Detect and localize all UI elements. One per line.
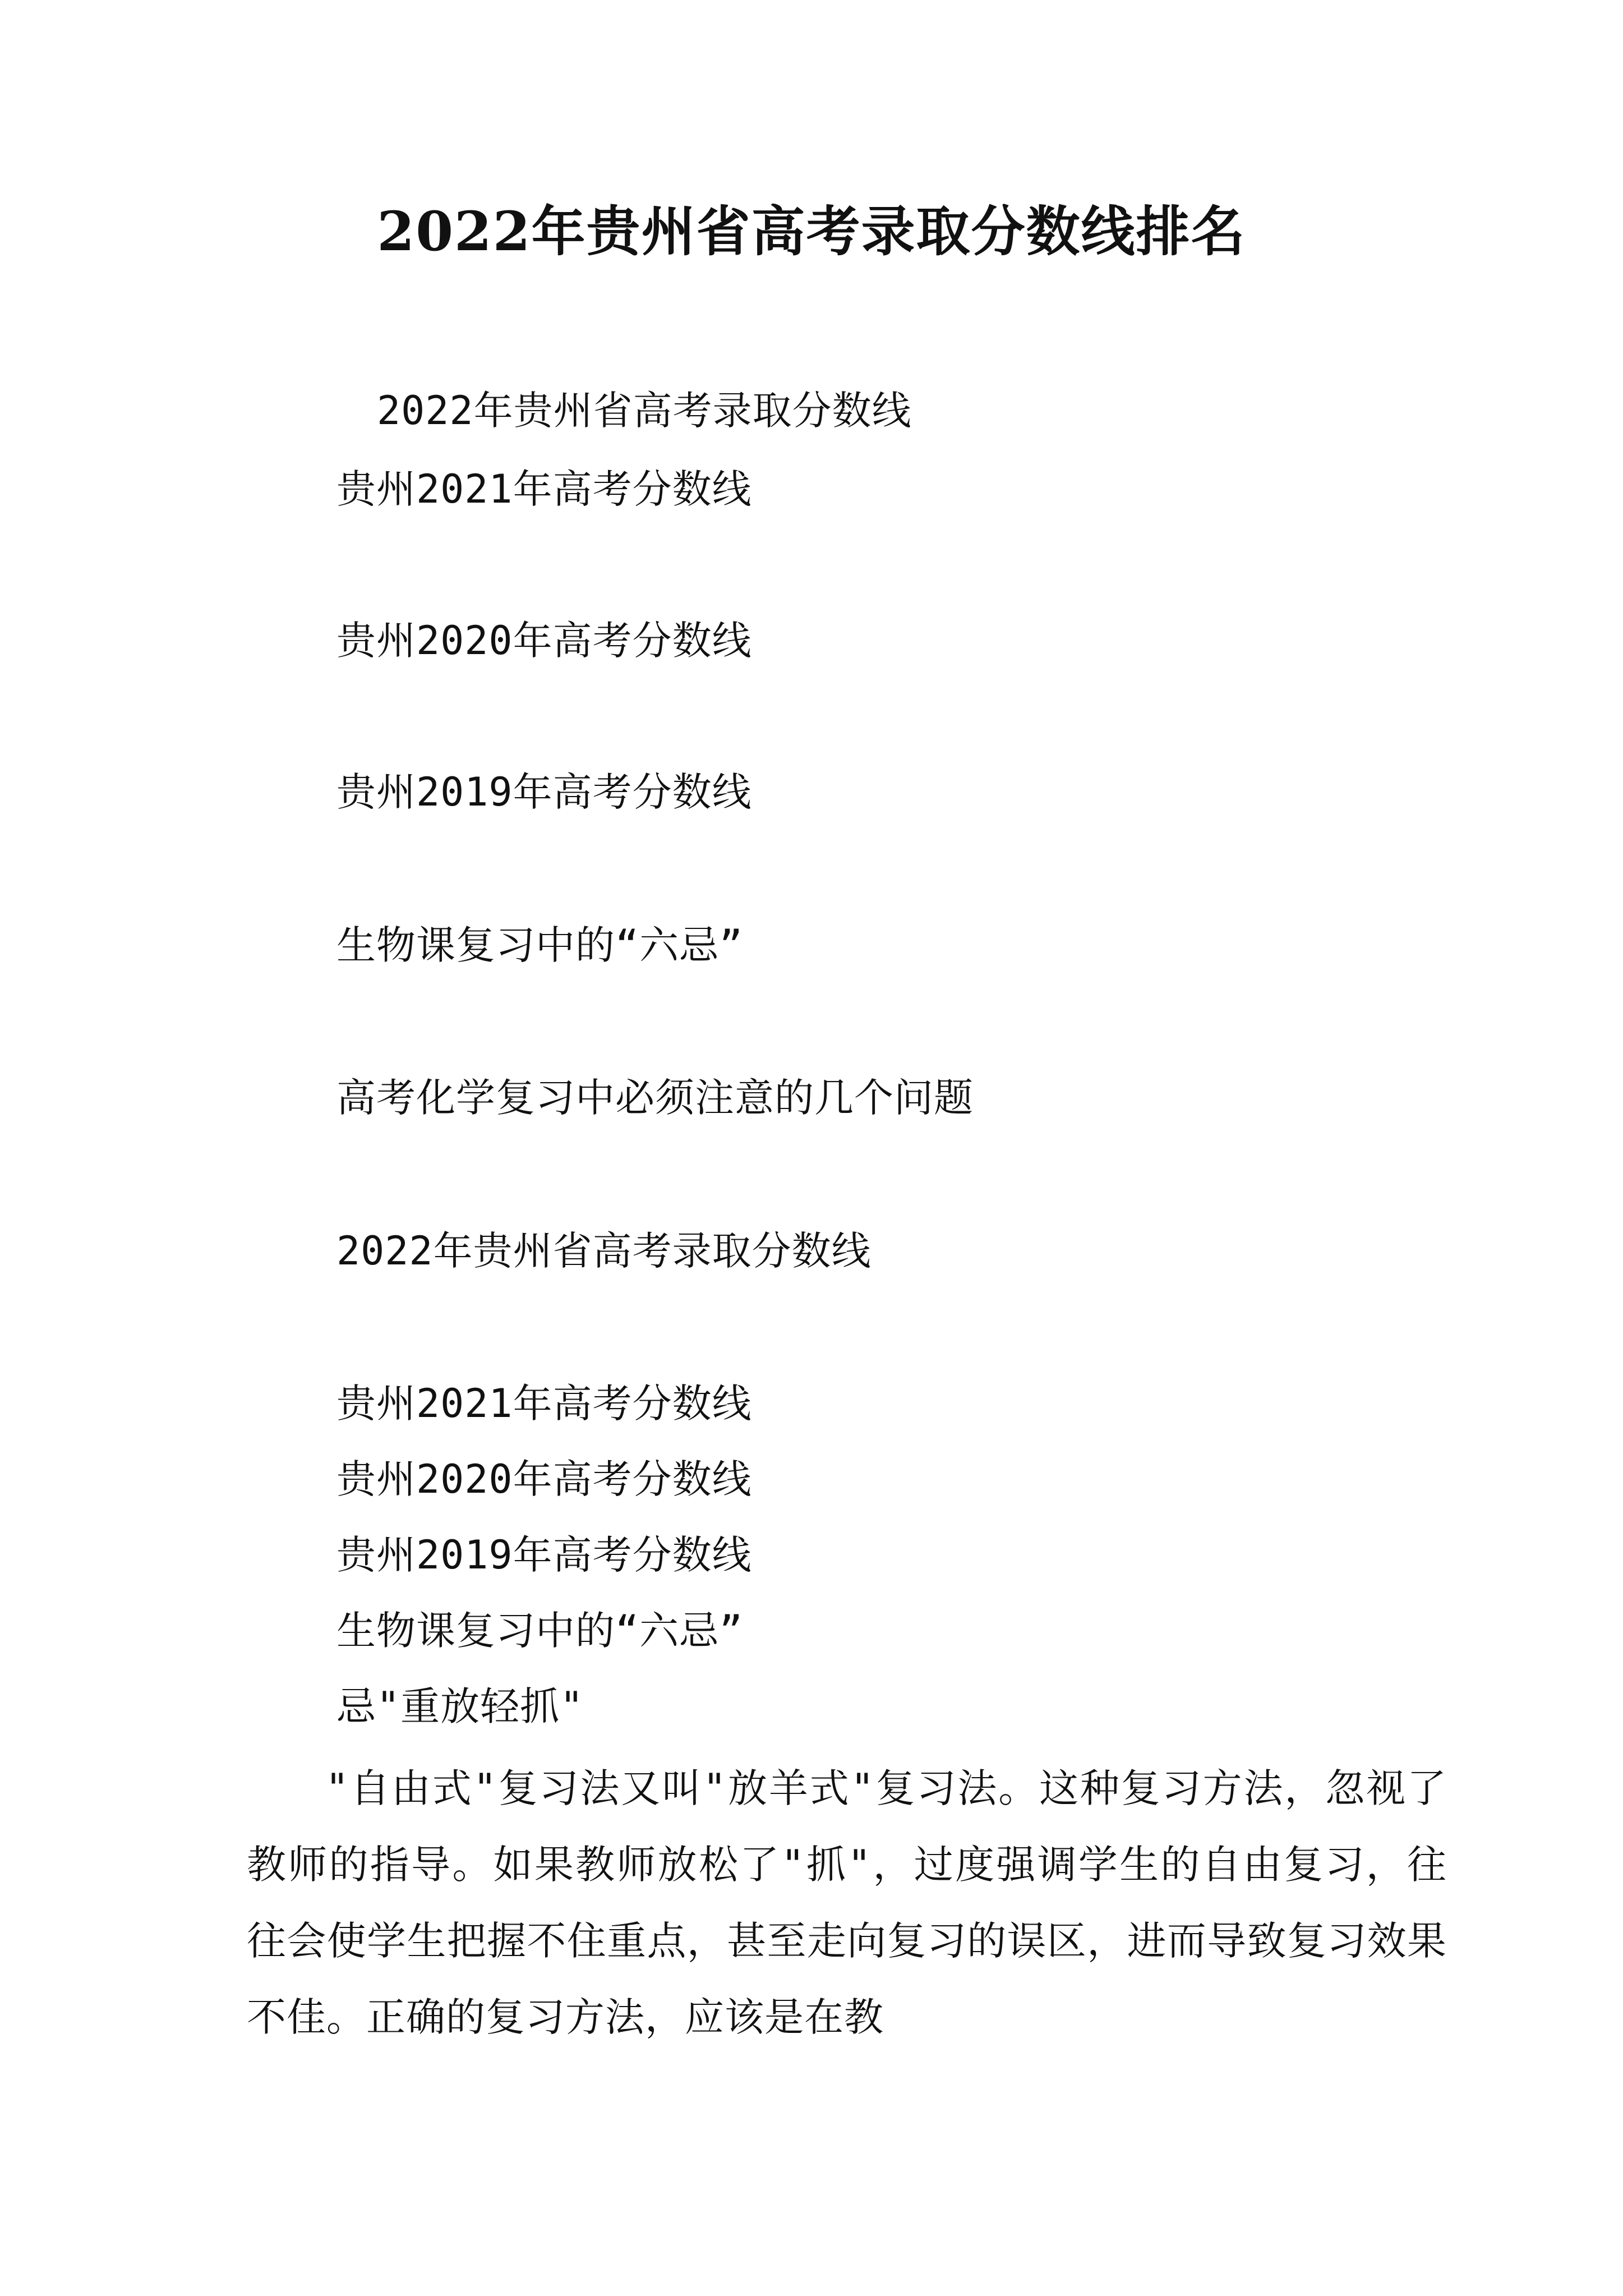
- content-line-3: 贵州2019年高考分数线: [336, 1532, 752, 1578]
- toc-line-6: 高考化学复习中必须注意的几个问题: [336, 1075, 974, 1121]
- content-line-2: 贵州2020年高考分数线: [336, 1456, 752, 1502]
- content-line-1: 贵州2021年高考分数线: [336, 1381, 752, 1427]
- section-heading: 2022年贵州省高考录取分数线: [336, 1228, 872, 1274]
- content-line-4: 生物课复习中的“六忌”: [336, 1608, 744, 1654]
- toc-line-2: 贵州2021年高考分数线: [336, 466, 752, 512]
- toc-line-4: 贵州2019年高考分数线: [336, 769, 752, 815]
- content-line-5: 忌"重放轻抓": [336, 1683, 584, 1729]
- toc-line-3: 贵州2020年高考分数线: [336, 618, 752, 664]
- document-title: 2022年贵州省高考录取分数线排名: [377, 200, 1246, 263]
- toc-line-5: 生物课复习中的“六忌”: [336, 922, 744, 968]
- toc-line-1: 2022年贵州省高考录取分数线: [377, 388, 912, 434]
- body-paragraph: "自由式"复习法又叫"放羊式"复习法。这种复习方法，忽视了教师的指导。如果教师放松了"抓"，过度强调学生的自由复习，往往会使学生把握不住重点，甚至走向复习的误区，进而导致复习效果不佳。正确的复习方法，应该是在教: [247, 1765, 1447, 2040]
